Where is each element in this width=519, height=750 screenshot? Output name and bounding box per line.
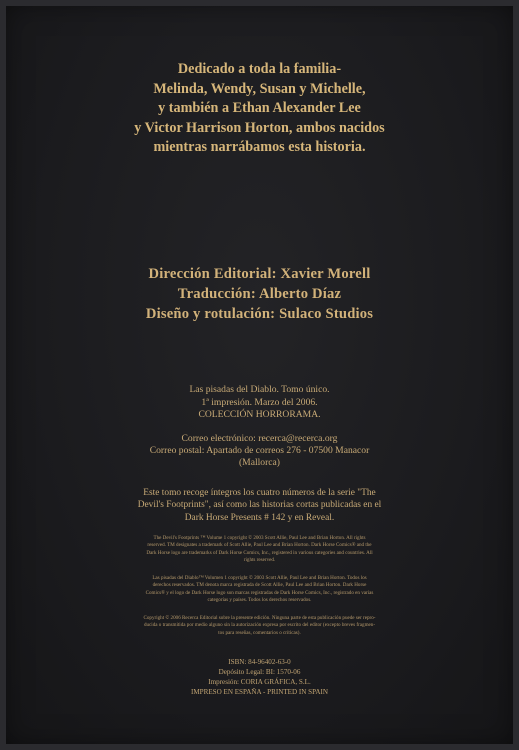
- dedication-line: Melinda, Wendy, Susan y Michelle,: [153, 80, 366, 97]
- legal-spanish: [0, 575, 519, 604]
- printed-in: IMPRESO EN ESPAÑA - PRINTED IN SPAIN: [190, 688, 329, 696]
- legal-line: Comics® y el logo de Dark Horse logo son marcas registradas de Dark Horse Comics, Inc., registrado en varias: [145, 589, 374, 596]
- credit-translation: Traducción: Alberto Díaz: [177, 286, 342, 302]
- dedication-line: mientras narrábamos esta historia.: [153, 139, 366, 156]
- legal-line: reserved. TM designates a trademark of Scott Allie, Paul Lee and Brian Horton. Dark Horse Comics® and the: [147, 542, 372, 549]
- contents-line: Devil's Footprints", así como las historias cortas publicadas en el: [137, 500, 382, 511]
- legal-line: Dark Horse logo are trademarks of Dark Horse Comics, Inc., registered in various categories and countries. All: [146, 549, 373, 556]
- contents-line: Dark Horse Presents # 142 y en Reveal.: [184, 512, 335, 523]
- dedication-line: y Victor Harrison Horton, ambos nacidos: [134, 119, 385, 136]
- contact-email: Correo electrónico: recerca@recerca.org: [181, 433, 338, 444]
- dedication-line: Dedicado a toda la familia-: [177, 61, 342, 77]
- credit-design-lettering: Diseño y rotulación: Sulaco Studios: [145, 306, 374, 322]
- legal-line: ducida o transmitida por medio alguno sin la autorización expresa por escrito del editor (excepto breves fragmen-: [143, 622, 376, 629]
- isbn: ISBN: 84-96402-63-0: [228, 658, 291, 666]
- legal-line: Copyright © 2006 Recerca Editorial sobre la presente edición. Ninguna parte de esta publicación puede ser repro-: [143, 615, 376, 621]
- contents-note: [0, 487, 519, 524]
- legal-english: [0, 535, 519, 564]
- credit-editorial-director: Dirección Editorial: Xavier Morell: [148, 266, 371, 282]
- publication-info: [0, 384, 519, 422]
- legal-line: derechos reservados. TM denota marca registrada de Scott Allie, Paul Lee and Brian Horton. Dark Horse: [152, 582, 367, 589]
- dedication-line: y también a Ethan Alexander Lee: [158, 100, 361, 117]
- legal-reproduction: [0, 615, 519, 637]
- legal-line: tos para reseñas, comentarios o críticas).: [218, 629, 301, 636]
- bibliographic-info: [0, 657, 519, 697]
- contact-info: [0, 433, 519, 469]
- credits: [0, 264, 519, 324]
- legal-deposit: Depósito Legal: BI: 1570-06: [218, 668, 301, 676]
- publication-title: Las pisadas del Diablo. Tomo único.: [189, 384, 330, 395]
- contact-postal: Correo postal: Apartado de correos 276 - 07500 Manacor: [149, 445, 370, 456]
- dedication: [0, 60, 519, 158]
- contents-line: Este tomo recoge íntegros los cuatro números de la serie "The: [143, 488, 376, 498]
- legal-line: The Devil's Footprints ™ Volume 1 copyright © 2003 Scott Allie, Paul Lee and Brian Horton. All rights: [153, 535, 366, 541]
- legal-line: Las pisadas del Diablo™ Volumen 1 copyright © 2003 Scott Allie, Paul Lee and Brian Horton. Todos los: [152, 575, 367, 581]
- printer: Impresión: CORIA GRÁFICA, S.L.: [208, 678, 311, 686]
- publication-collection: COLECCIÓN HORRORAMA.: [198, 409, 321, 421]
- legal-line: categorías y países. Todos los derechos reservados.: [207, 596, 312, 603]
- publication-edition: 1ª impresión. Marzo del 2006.: [201, 396, 318, 408]
- contact-region: (Mallorca): [238, 457, 281, 468]
- legal-line: rights reserved.: [243, 556, 276, 563]
